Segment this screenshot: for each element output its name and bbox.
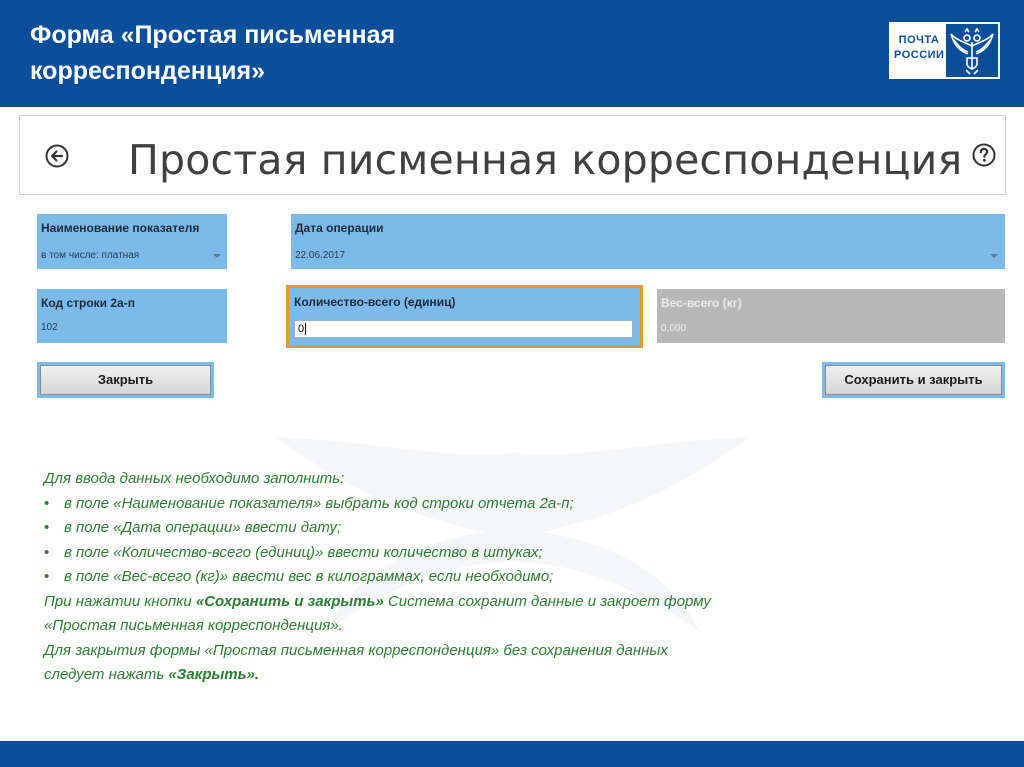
close-button[interactable]: Закрыть <box>40 365 211 395</box>
quantity-field[interactable] <box>286 285 643 348</box>
close-button-frame <box>37 362 214 398</box>
bullet-dot: • <box>44 568 50 585</box>
slide-title-line-1: Форма «Простая письменная <box>30 21 396 49</box>
weight-label: Вес-всего (кг) <box>661 296 742 310</box>
quantity-input[interactable] <box>294 320 633 338</box>
weight-field <box>657 289 1005 343</box>
save-close-button-frame <box>822 362 1005 398</box>
logo-text <box>894 33 944 63</box>
logo-text-line-1: ПОЧТА <box>898 34 940 46</box>
text-caret <box>305 323 306 335</box>
instruction-close-line-2 <box>44 663 944 688</box>
quantity-label: Количество-всего (единиц) <box>294 295 456 309</box>
indicator-label: Наименование показателя <box>41 221 200 235</box>
logo-text-line-2: РОССИИ <box>894 49 945 61</box>
row-code-label: Код строки 2а-п <box>41 296 135 310</box>
instruction-save-prefix: При нажатии кнопки <box>44 592 196 610</box>
operation-date-label: Дата операции <box>295 221 384 235</box>
row-code-value: 102 <box>41 322 58 333</box>
instruction-bullet-3 <box>44 541 944 566</box>
instruction-save-suffix: Система сохранит данные и закроет форму <box>383 592 711 610</box>
app-title-bar <box>19 115 1006 195</box>
save-close-button[interactable]: Сохранить и закрыть <box>825 365 1002 395</box>
instructions-block <box>44 467 944 688</box>
instruction-save-bold: «Сохранить и закрыть» <box>195 592 384 610</box>
instruction-bullet-3-text: в поле «Количество-всего (единиц)» ввести количество в штуках; <box>64 543 543 561</box>
quantity-input-value: 0 <box>298 323 305 335</box>
operation-date-field[interactable] <box>291 214 1005 269</box>
chevron-down-icon[interactable] <box>213 254 221 258</box>
pochta-rossii-logo <box>889 22 1000 79</box>
instructions-intro: Для ввода данных необходимо заполнить: <box>44 470 345 487</box>
instruction-close-bold: «Закрыть». <box>168 666 260 683</box>
back-arrow-circle-icon[interactable] <box>45 144 69 168</box>
indicator-value: в том числе: платная <box>41 250 140 261</box>
instruction-bullet-4-text: в поле «Вес-всего (кг)» ввести вес в килограммах, если необходимо; <box>64 568 554 585</box>
slide-header <box>0 0 1024 107</box>
instruction-bullet-2 <box>44 516 944 541</box>
instruction-bullet-1-text: в поле «Наименование показателя» выбрать код строки отчета 2а-п; <box>64 494 574 512</box>
operation-date-value: 22.06.2017 <box>295 250 346 261</box>
instruction-close-prefix: следует нажать <box>44 666 169 683</box>
slide-title <box>30 17 590 89</box>
slide-title-line-2: корреспонденция» <box>30 57 266 85</box>
indicator-select[interactable] <box>37 214 227 269</box>
bullet-dot: • <box>44 494 50 512</box>
row-code-field <box>37 289 227 343</box>
instruction-save-line-2: «Простая письменная корреспонденция». <box>44 617 343 634</box>
bullet-dot: • <box>44 519 50 536</box>
app-title: Простая писменная корреспонденция <box>128 136 963 184</box>
chevron-down-icon[interactable] <box>990 254 998 258</box>
bullet-dot: • <box>44 543 50 561</box>
weight-value: 0,000 <box>661 323 687 334</box>
instruction-bullet-2-text: в поле «Дата операции» ввести дату; <box>64 519 342 536</box>
question-circle-icon[interactable] <box>972 143 996 167</box>
instruction-close-line: Для закрытия формы «Простая письменная корреспонденция» без сохранения данных <box>44 641 668 659</box>
instruction-bullet-4 <box>44 565 944 590</box>
slide-footer <box>0 741 1024 767</box>
instruction-save-line <box>44 590 944 615</box>
instruction-bullet-1 <box>44 492 944 517</box>
eagle-emblem-icon <box>946 24 998 77</box>
